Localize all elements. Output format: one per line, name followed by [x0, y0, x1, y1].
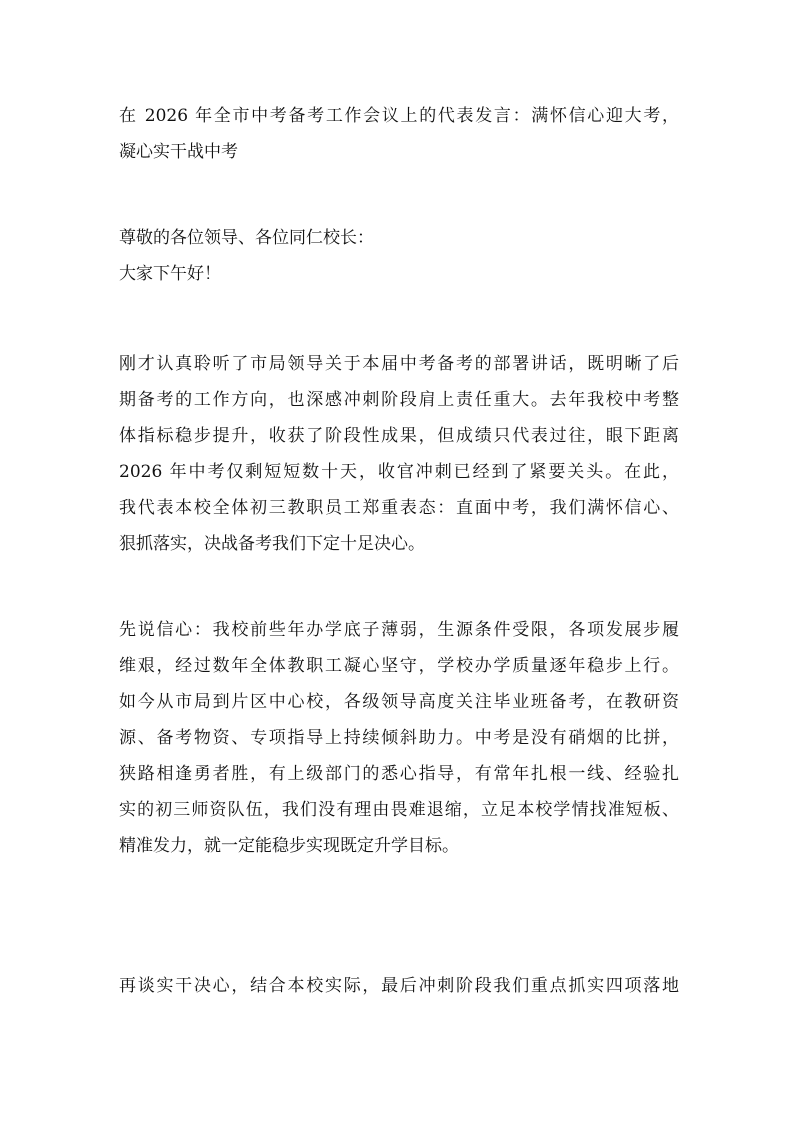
paragraph-line: 我代表本校全体初三教职员工郑重表态：直面中考，我们满怀信心、 — [119, 498, 679, 518]
paragraph-line: 体指标稳步提升，收获了阶段性成果，但成绩只代表过往，眼下距离 — [119, 426, 679, 446]
salutation: 尊敬的各位领导、各位同仁校长： — [119, 228, 374, 248]
paragraph-3 — [119, 968, 679, 1004]
paragraph-line: 实的初三师资队伍，我们没有理由畏难退缩，立足本校学情找准短板、 — [119, 800, 679, 820]
paragraph-line: 精准发力，就一定能稳步实现既定升学目标。 — [119, 836, 459, 856]
paragraph-line: 2026 年中考仅剩短短数十天，收官冲刺已经到了紧要关头。在此， — [119, 462, 679, 482]
paragraph-line: 刚才认真聆听了市局领导关于本届中考备考的部署讲话，既明晰了后 — [119, 354, 679, 374]
paragraph-2 — [119, 612, 679, 864]
paragraph-line: 期备考的工作方向，也深感冲刺阶段肩上责任重大。去年我校中考整 — [119, 390, 679, 410]
paragraph-line: 再谈实干决心，结合本校实际，最后冲刺阶段我们重点抓实四项落地 — [119, 976, 679, 996]
greeting-block — [119, 220, 679, 292]
paragraph-line: 如今从市局到片区中心校，各级领导高度关注毕业班备考，在教研资 — [119, 692, 679, 712]
paragraph-line: 源、备考物资、专项指导上持续倾斜助力。中考是没有硝烟的比拼， — [119, 728, 679, 748]
document-title — [119, 98, 679, 170]
paragraph-line: 狭路相逢勇者胜，有上级部门的悉心指导，有常年扎根一线、经验扎 — [119, 764, 679, 784]
paragraph-line: 先说信心：我校前些年办学底子薄弱，生源条件受限，各项发展步履 — [119, 620, 679, 640]
paragraph-line: 维艰，经过数年全体教职工凝心坚守，学校办学质量逐年稳步上行。 — [119, 656, 679, 676]
paragraph-line: 狠抓落实，决战备考我们下定十足决心。 — [119, 534, 425, 554]
title-line: 在 2026 年全市中考备考工作会议上的代表发言：满怀信心迎大考， — [119, 106, 679, 126]
paragraph-1 — [119, 346, 679, 562]
title-line: 凝心实干战中考 — [119, 142, 238, 162]
greeting: 大家下午好！ — [119, 264, 221, 284]
